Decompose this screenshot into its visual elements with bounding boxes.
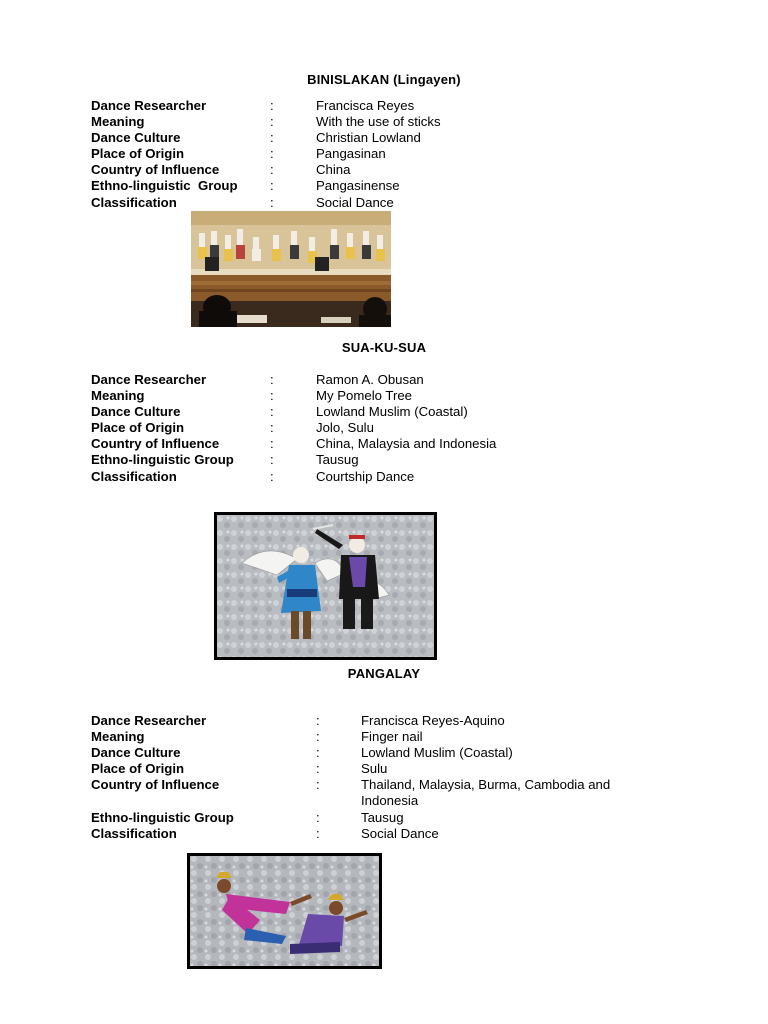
row-value: Lowland Muslim (Coastal) <box>316 404 468 420</box>
row-separator: : <box>270 436 274 452</box>
row-value: With the use of sticks <box>316 114 441 130</box>
row-value: Social Dance <box>361 825 439 841</box>
binislakan-stage-photo <box>191 211 391 327</box>
row-separator: : <box>270 130 274 146</box>
row-value: Francisca Reyes <box>316 98 415 113</box>
info-row <box>91 745 651 761</box>
row-label: Place of Origin <box>91 420 185 436</box>
section-title-pangalay: PANGALAY <box>347 666 421 681</box>
row-value: Christian Lowland <box>316 130 421 146</box>
info-row <box>91 436 551 452</box>
info-row <box>91 195 511 211</box>
row-separator: : <box>316 745 320 761</box>
row-value: Jolo, Sulu <box>316 420 374 436</box>
row-label: Place of Origin <box>91 146 185 162</box>
row-separator: : <box>270 388 274 404</box>
row-separator: : <box>316 729 320 745</box>
row-separator: : <box>316 825 320 841</box>
row-separator: : <box>316 761 320 777</box>
row-label: Dance Researcher <box>91 713 207 728</box>
row-label: Ethno-linguistic Group <box>91 809 234 825</box>
info-row <box>91 729 651 745</box>
row-value: Tausug <box>316 452 359 468</box>
info-row <box>91 420 551 436</box>
row-value: Thailand, Malaysia, Burma, Cambodia and Indonesia <box>361 777 611 809</box>
row-separator: : <box>316 809 320 825</box>
row-label: Dance Culture <box>91 404 181 420</box>
row-label: Dance Researcher <box>91 98 207 113</box>
row-separator: : <box>270 162 274 178</box>
row-separator: : <box>270 468 274 484</box>
info-row <box>91 469 551 485</box>
row-label: Country of Influence <box>91 436 220 452</box>
row-value: Sulu <box>361 761 388 777</box>
row-label: Dance Culture <box>91 130 181 146</box>
row-separator: : <box>270 178 274 194</box>
row-label: Classification <box>91 825 177 841</box>
row-label: Place of Origin <box>91 761 185 777</box>
info-row <box>91 146 511 162</box>
row-separator: : <box>316 777 320 793</box>
row-value: China, Malaysia and Indonesia <box>316 436 497 452</box>
row-label: Dance Researcher <box>91 372 207 387</box>
row-separator: : <box>270 146 274 162</box>
row-label: Meaning <box>91 729 145 745</box>
row-separator: : <box>270 114 274 130</box>
sua-ku-sua-dancers-photo <box>214 512 437 660</box>
row-label: Country of Influence <box>91 162 220 178</box>
info-row <box>91 761 651 777</box>
row-separator: : <box>270 194 274 210</box>
info-row <box>91 826 651 842</box>
info-row <box>91 713 651 729</box>
row-value: My Pomelo Tree <box>316 388 413 404</box>
info-row <box>91 178 511 194</box>
row-separator: : <box>270 420 274 436</box>
info-row <box>91 388 551 404</box>
row-value: Courtship Dance <box>316 468 415 484</box>
row-value: Lowland Muslim (Coastal) <box>361 745 513 761</box>
row-separator: : <box>270 404 274 420</box>
section-title-binislakan: BINISLAKAN (Lingayen) <box>307 72 461 87</box>
row-value: Social Dance <box>316 194 394 210</box>
info-row <box>91 114 511 130</box>
row-value: Pangasinense <box>316 178 400 194</box>
row-value: China <box>316 162 351 178</box>
pangalay-dancers-photo <box>187 853 382 969</box>
row-label: Meaning <box>91 114 145 130</box>
section-title-sua-ku-sua: SUA-KU-SUA <box>341 340 427 355</box>
row-separator: : <box>270 98 274 113</box>
row-label: Ethno-linguistic Group <box>91 178 238 194</box>
info-table-pangalay <box>91 713 651 842</box>
info-row <box>91 130 511 146</box>
row-value: Ramon A. Obusan <box>316 372 424 387</box>
info-row <box>91 810 651 826</box>
info-row <box>91 452 551 468</box>
row-label: Classification <box>91 468 177 484</box>
info-row <box>91 777 651 809</box>
row-value: Finger nail <box>361 729 423 745</box>
row-value: Francisca Reyes-Aquino <box>361 713 505 728</box>
row-label: Classification <box>91 194 177 210</box>
info-row <box>91 162 511 178</box>
row-value: Pangasinan <box>316 146 386 162</box>
row-label: Dance Culture <box>91 745 181 761</box>
row-label: Meaning <box>91 388 145 404</box>
info-row <box>91 372 551 388</box>
info-table-sua-ku-sua <box>91 372 551 485</box>
row-label: Country of Influence <box>91 777 220 793</box>
row-label: Ethno-linguistic Group <box>91 452 234 468</box>
row-separator: : <box>270 372 274 387</box>
info-table-binislakan <box>91 98 511 211</box>
row-value: Tausug <box>361 809 404 825</box>
info-row <box>91 98 511 114</box>
row-separator: : <box>316 713 320 728</box>
info-row <box>91 404 551 420</box>
row-separator: : <box>270 452 274 468</box>
